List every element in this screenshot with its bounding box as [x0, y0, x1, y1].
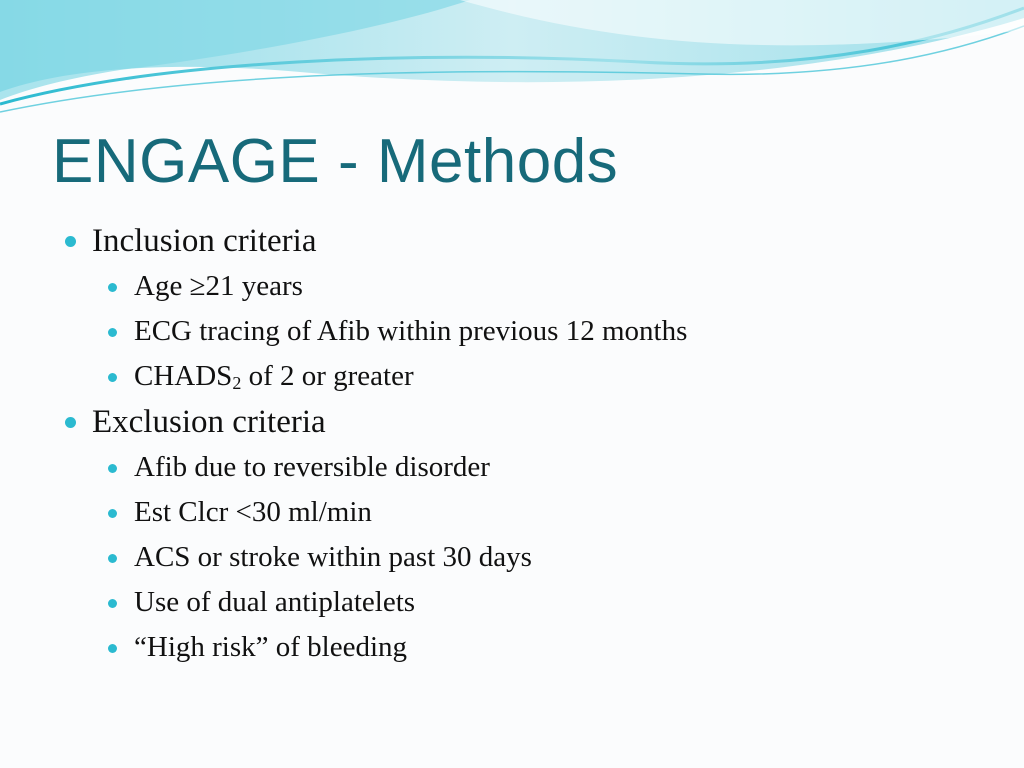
bullet-dot-icon: [108, 464, 117, 473]
section-heading-label: Inclusion criteria: [92, 223, 317, 259]
bullet-dot-icon: [108, 373, 117, 382]
bullet-dot-icon: [65, 417, 76, 428]
list-item-label: Est Clcr <30 ml/min: [134, 496, 372, 528]
list-item-label: Age ≥21 years: [134, 270, 303, 302]
list-item: [58, 535, 998, 580]
section-heading-exclusion: [58, 399, 998, 445]
list-item: [58, 490, 998, 535]
list-item: [58, 625, 998, 670]
list-item: [58, 264, 998, 309]
list-item-label: ACS or stroke within past 30 days: [134, 541, 532, 573]
bullet-dot-icon: [108, 283, 117, 292]
list-item: [58, 309, 998, 354]
section-heading-label: Exclusion criteria: [92, 404, 326, 440]
bullet-content: [58, 218, 998, 670]
list-item-label: ECG tracing of Afib within previous 12 months: [134, 315, 688, 347]
list-item-label: “High risk” of bleeding: [134, 631, 408, 663]
bullet-dot-icon: [108, 644, 117, 653]
header-wave-decoration: [0, 0, 1024, 130]
bullet-dot-icon: [65, 236, 76, 247]
list-item: [58, 445, 998, 490]
bullet-dot-icon: [108, 328, 117, 337]
list-item-label-rest: of 2 or greater: [241, 360, 414, 392]
subscript: 2: [232, 373, 242, 393]
list-item-label: Afib due to reversible disorder: [134, 451, 490, 483]
bullet-dot-icon: [108, 509, 117, 518]
list-item-label-main: CHADS: [134, 360, 233, 392]
list-item: [58, 580, 998, 625]
list-item-label: Use of dual antiplatelets: [134, 586, 416, 618]
list-item: [58, 354, 998, 399]
section-heading-inclusion: [58, 218, 998, 264]
bullet-dot-icon: [108, 599, 117, 608]
bullet-dot-icon: [108, 554, 117, 563]
slide-title: ENGAGE - Methods: [52, 127, 619, 196]
